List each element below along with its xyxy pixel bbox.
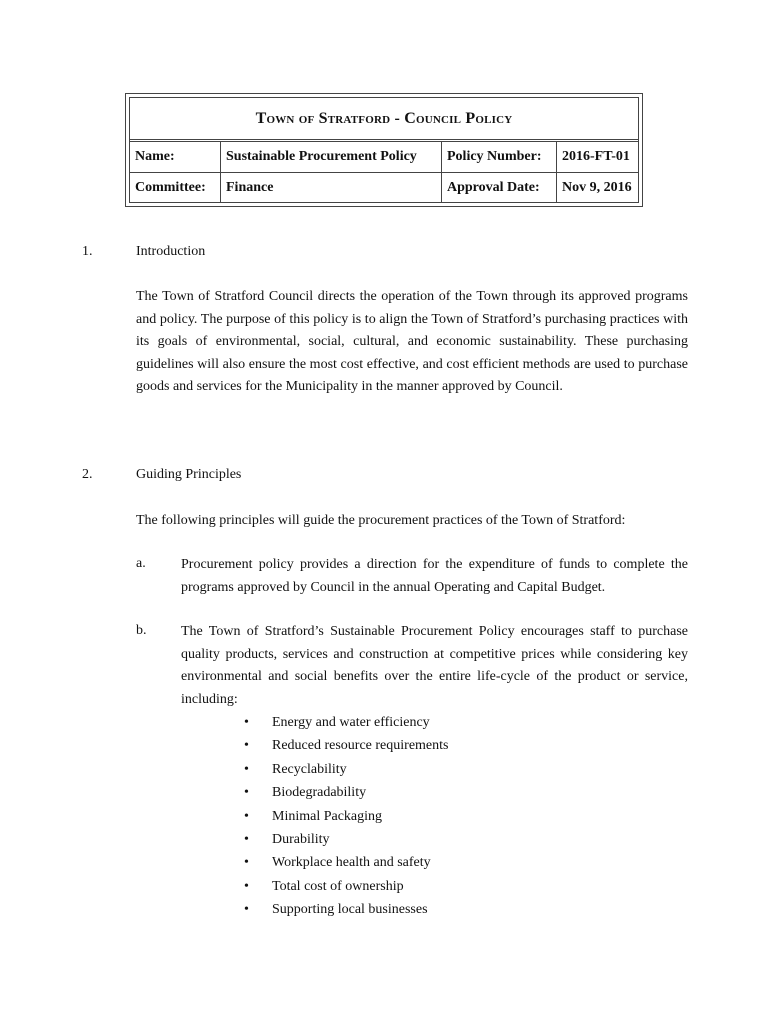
section-1-paragraph: The Town of Stratford Council directs the operation of the Town through its approved programs and policy. The purpose of this policy is to align the Town of Stratford’s purchasing practices with its goals of environmental, social, cultural, and economic sustainability. These purchasing guidelines will also ensure the most cost effective, and cost efficient methods are used to purchase goods and services for the Municipality in the manner approved by Council. — [136, 289, 688, 395]
bullet-icon: • — [244, 831, 249, 847]
list-item-text: Energy and water efficiency — [272, 715, 430, 730]
list-item — [244, 828, 448, 851]
approval-date-value: Nov 9, 2016 — [557, 173, 639, 204]
name-value: Sustainable Procurement Policy — [221, 142, 442, 173]
list-item — [244, 734, 448, 757]
bullet-icon: • — [244, 878, 249, 894]
name-label: Name: — [130, 142, 221, 173]
section-2-title: Guiding Principles — [136, 467, 242, 482]
bullet-icon: • — [244, 808, 249, 824]
policy-header-inner — [129, 97, 639, 203]
list-item — [244, 781, 448, 804]
meta-row — [130, 173, 638, 204]
list-item-text: Minimal Packaging — [272, 808, 383, 824]
section-1-number: 1. — [82, 244, 93, 259]
list-item — [244, 711, 448, 734]
approval-date-label: Approval Date: — [442, 173, 557, 204]
item-a-label: a. — [136, 556, 146, 571]
item-b-label: b. — [136, 623, 147, 638]
committee-label: Committee: — [130, 173, 221, 204]
list-item-text: Recyclability — [272, 761, 347, 777]
considerations-list — [244, 711, 448, 922]
list-item-text: Durability — [272, 831, 330, 847]
committee-value: Finance — [221, 173, 442, 204]
item-a-text: Procurement policy provides a direction for the expenditure of funds to complete the programs approved by Council in the annual Operating and Capital Budget. — [181, 557, 688, 595]
section-1-title: Introduction — [136, 244, 206, 259]
bullet-icon: • — [244, 761, 249, 777]
list-item — [244, 898, 448, 921]
bullet-icon: • — [244, 738, 249, 754]
list-item-text: Workplace health and safety — [272, 855, 431, 871]
list-item — [244, 758, 448, 781]
bullet-icon: • — [244, 855, 249, 871]
list-item — [244, 805, 448, 828]
list-item — [244, 875, 448, 898]
bullet-icon: • — [244, 715, 249, 730]
policy-header — [125, 93, 643, 207]
item-b-text: The Town of Stratford’s Sustainable Procurement Policy encourages staff to purchase quality products, services and construction at competitive prices while considering key environmental and social benefits over the entire life-cycle of the product or service, including: — [181, 624, 688, 707]
list-item-text: Supporting local businesses — [272, 902, 428, 918]
policy-title: Town of Stratford - Council Policy — [130, 98, 638, 142]
policy-number-value: 2016-FT-01 — [557, 142, 639, 173]
list-item-text: Total cost of ownership — [272, 878, 404, 894]
section-2-intro: The following principles will guide the procurement practices of the Town of Stratford: — [136, 513, 626, 528]
bullet-icon: • — [244, 902, 249, 918]
policy-meta-table — [130, 142, 638, 203]
list-item-text: Reduced resource requirements — [272, 738, 449, 754]
list-item-text: Biodegradability — [272, 785, 367, 801]
policy-number-label: Policy Number: — [442, 142, 557, 173]
section-2-number: 2. — [82, 467, 93, 482]
meta-row — [130, 142, 638, 173]
list-item — [244, 851, 448, 874]
bullet-icon: • — [244, 785, 249, 801]
